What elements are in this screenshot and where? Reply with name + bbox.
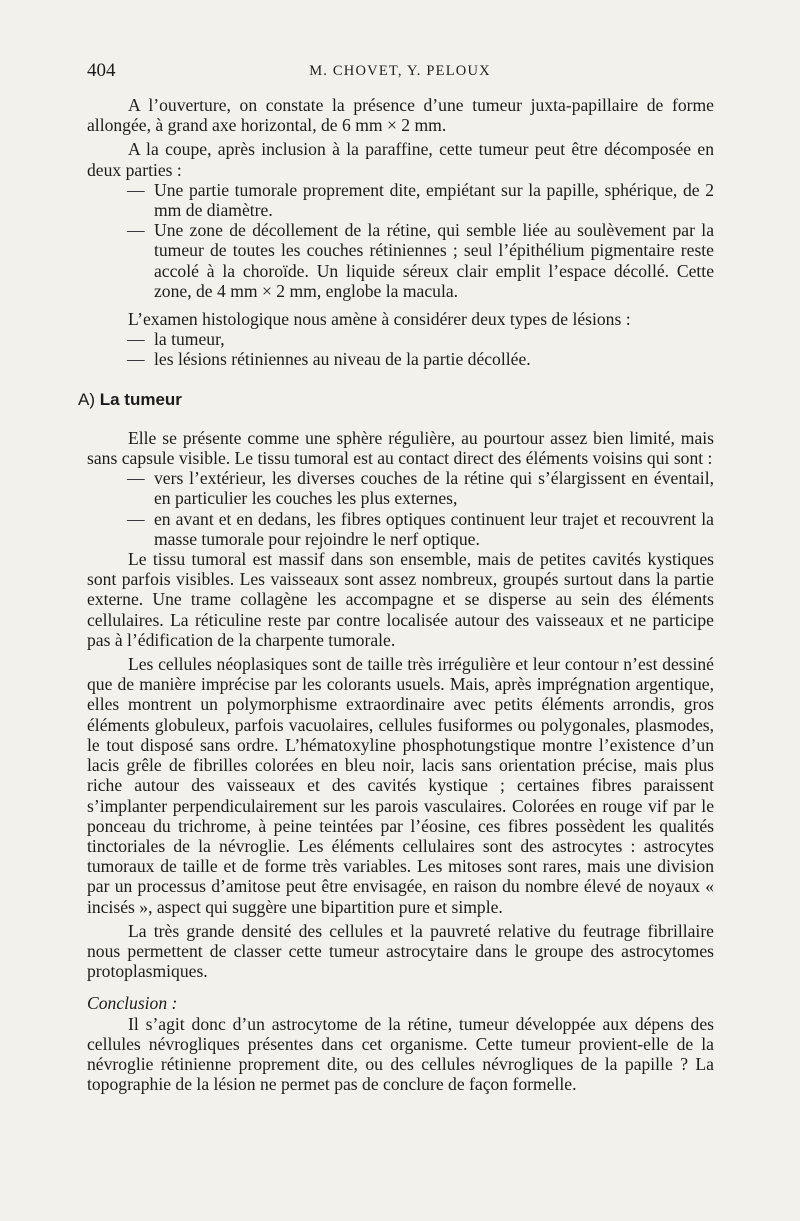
list-item xyxy=(87,349,714,369)
running-head: M. CHOVET, Y. PELOUX xyxy=(309,63,491,79)
conclusion-heading: Conclusion : xyxy=(87,993,178,1014)
dash-bullet: — xyxy=(127,349,145,370)
list-item-text: les lésions rétiniennes au niveau de la partie décollée. xyxy=(154,349,531,370)
list-item-text: Une zone de décollement de la rétine, qui semble liée au soulèvement par la tumeur de toutes les couches rétiniennes ; seul l’épithélium pigmentaire reste accolé à la choroïde. Un liquide séreux clair emplit l’espace décollé. Cette zone, de 4 mm × 2 mm, englobe la macula. xyxy=(154,220,714,301)
list-item xyxy=(87,329,714,349)
paragraph: Les cellules néoplasiques sont de taille très irrégulière et leur contour n’est dessiné que de manière imprécise par les colorants usuels. Mais, après imprégnation argentique, elles montrent un polymorphisme extraordinaire avec petits éléments arrondis, gros éléments globuleux, parfois vacuolaires, cellules fusiformes ou polygonales, plasmodes, le tout disposé sans ordre. L’hématoxyline phosphotungstique montre l’existence d’un lacis grêle de fibrilles colorées en bleu noir, lacis sans orientation précise, mais plus riche autour des vaisseaux et des cavités kystique ; certaines fibres paraissent s’implanter perpendiculairement sur les parois vasculaires. Colorées en rouge vif par le ponceau du trichrome, à peine teintées par l’éosine, ces fibres possèdent les qualités tinctoriales de la névroglie. Les éléments cellulaires sont des astrocytes : astrocytes tumoraux de taille et de forme très variables. Les mitoses sont rares, mais une division par un processus d’amitose peut être envisagée, en raison du nombre élevé de noyaux « incisés », aspect qui suggère une bipartition pure et simple. xyxy=(87,654,714,917)
list-item-text: la tumeur, xyxy=(154,329,225,350)
paragraph: L’examen histologique nous amène à considérer deux types de lésions : xyxy=(128,309,631,330)
list-item-text: Une partie tumorale proprement dite, empiétant sur la papille, sphérique, de 2 mm de diamètre. xyxy=(154,179,714,221)
paragraph: Elle se présente comme une sphère régulière, au pourtour assez bien limité, mais sans capsule visible. Le tissu tumoral est au contact direct des éléments voisins qui sont : xyxy=(87,427,714,469)
section-label: A) xyxy=(78,389,95,409)
section-title: La tumeur xyxy=(99,389,182,409)
paragraph: A l’ouverture, on constate la présence d’une tumeur juxta-papillaire de forme allongée, à grand axe horizontal, de 6 mm × 2 mm. xyxy=(87,95,714,136)
list-item-text: en avant et en dedans, les fibres optiques continuent leur trajet et recouvrent la masse tumorale pour rejoindre le nerf optique. xyxy=(154,508,714,549)
paragraph: A la coupe, après inclusion à la paraffine, cette tumeur peut être décomposée en deux parties : xyxy=(87,139,714,180)
list-item xyxy=(87,220,714,301)
dash-bullet: — xyxy=(127,508,145,529)
list-item xyxy=(87,180,714,220)
list-item xyxy=(87,468,714,508)
list-item-text: vers l’extérieur, les diverses couches de la rétine qui s’élargissent en éventail, en particulier les couches les plus externes, xyxy=(154,468,714,509)
dash-bullet: — xyxy=(127,329,145,350)
dash-bullet: — xyxy=(127,468,145,489)
body-text xyxy=(78,95,714,1095)
page-number: 404 xyxy=(87,60,116,81)
dash-bullet: — xyxy=(127,179,145,200)
dash-bullet: — xyxy=(127,220,145,241)
paragraph: Il s’agit donc d’un astrocytome de la rétine, tumeur développée aux dépens des cellules névrogliques présentes dans cet organisme. Cette tumeur provient-elle de la névroglie rétinienne proprement dite, ou des cellules névrogliques de la papille ? La topographie de la lésion ne permet pas de conclure de façon formelle. xyxy=(87,1013,714,1095)
page-header xyxy=(87,60,713,86)
list-item xyxy=(87,509,714,549)
section-heading xyxy=(78,390,714,410)
paragraph: La très grande densité des cellules et la pauvreté relative du feutrage fibrillaire nous permettent de classer cette tumeur astrocytaire dans le groupe des astrocytomes protoplasmiques. xyxy=(87,920,714,982)
paragraph: Le tissu tumoral est massif dans son ensemble, mais de petites cavités kystiques sont parfois visibles. Les vaisseaux sont assez nombreux, groupés surtout dans la partie externe. Une trame collagène les accompagne et se disperse au sein des éléments cellulaires. La réticuline reste par contre localisée autour des vaisseaux et ne participe pas à l’édification de la charpente tumorale. xyxy=(87,549,714,650)
